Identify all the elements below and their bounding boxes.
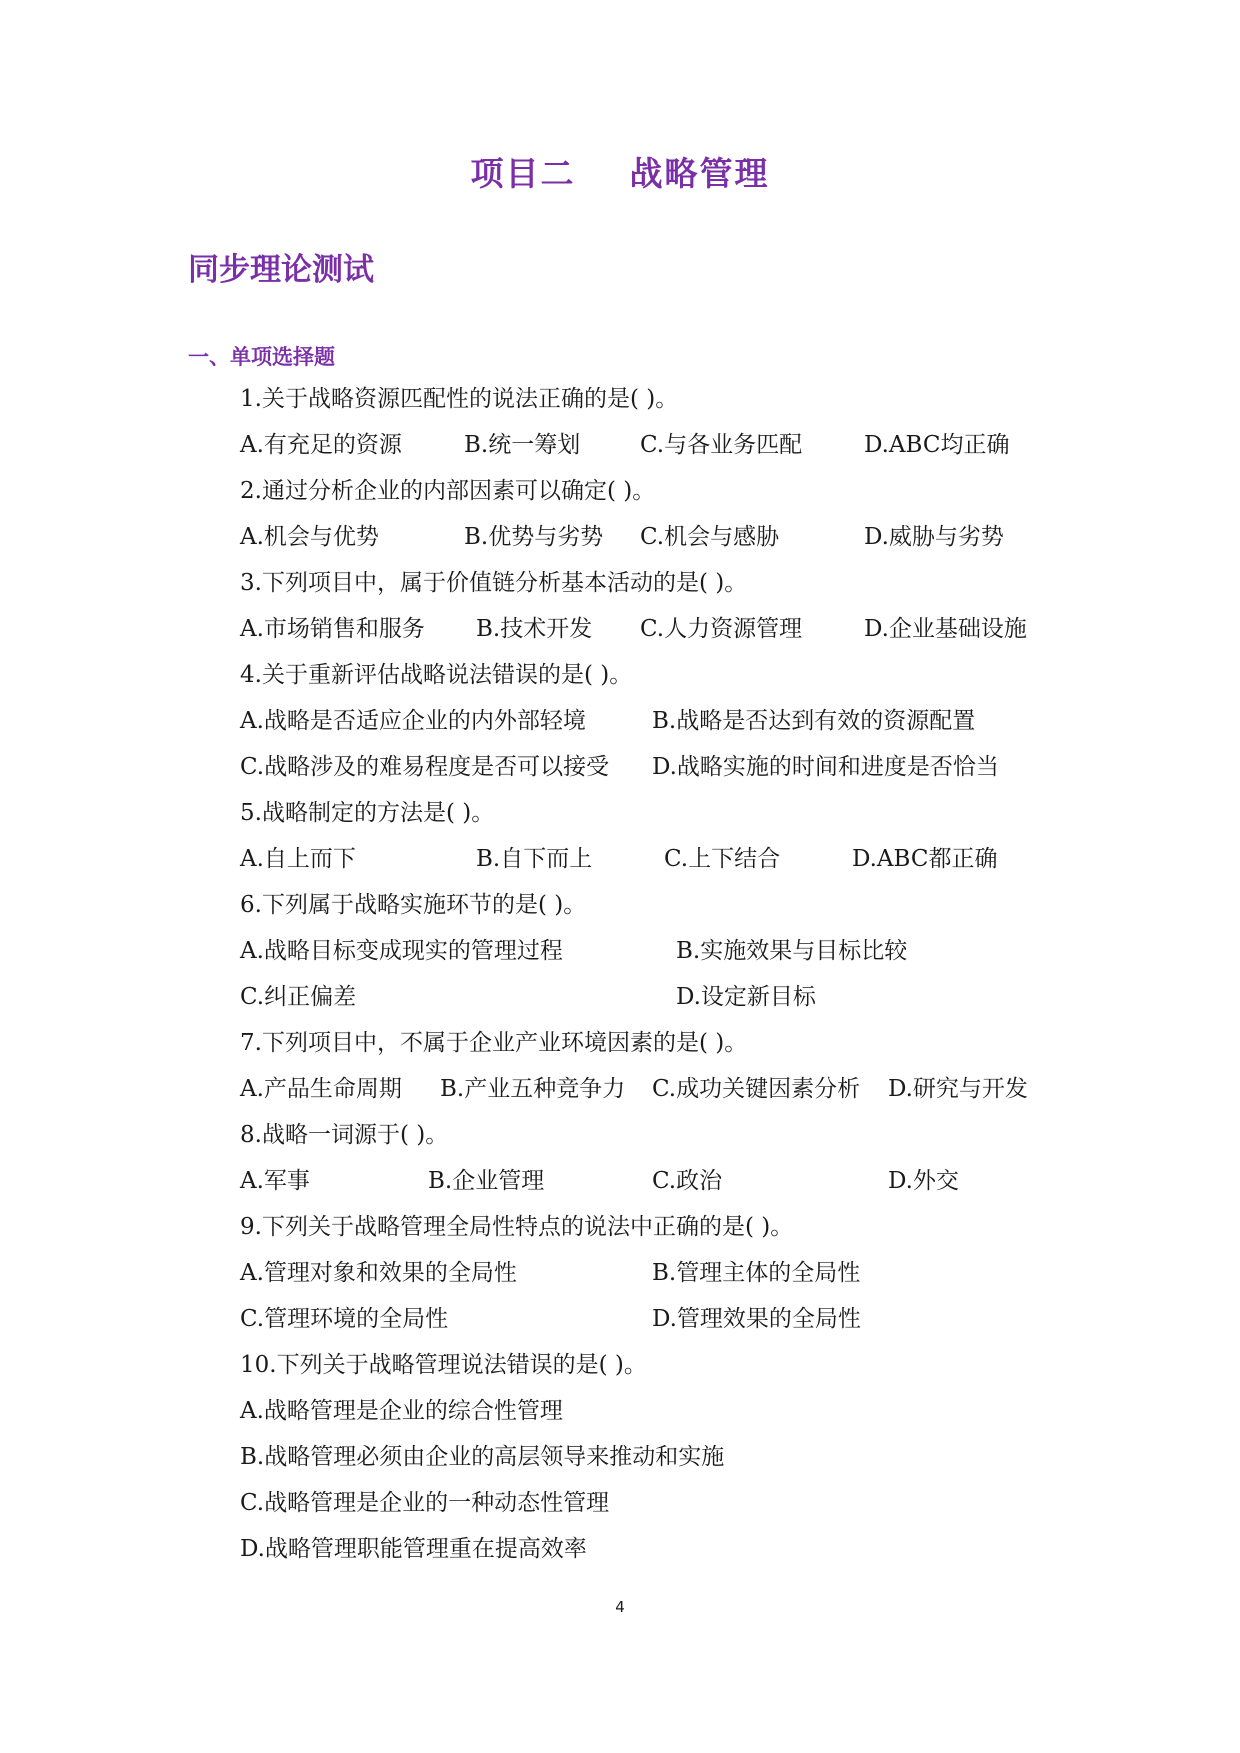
- option-2-c: C.机会与感胁: [640, 524, 780, 550]
- option-1-b: B.统一筹划: [464, 432, 581, 458]
- option-1-d: D.ABC均正确: [864, 432, 1010, 458]
- option-1-a: A.有充足的资源: [240, 432, 402, 458]
- option-2-b: B.优势与劣势: [464, 524, 604, 550]
- option-8-c: C.政治: [652, 1168, 723, 1194]
- option-9-d: D.管理效果的全局性: [652, 1306, 861, 1332]
- option-6-c: C.纠正偏差: [240, 984, 357, 1010]
- option-1-c: C.与各业务匹配: [640, 432, 803, 458]
- option-10-b: B.战略管理必须由企业的高层领导来推动和实施: [240, 1444, 725, 1470]
- option-5-a: A.自上而下: [240, 846, 356, 872]
- question-stem-7: 7.下列项目中，不属于企业产业环境因素的是( )。: [240, 1030, 748, 1056]
- option-8-a: A.军事: [240, 1168, 310, 1194]
- option-7-a: A.产品生命周期: [240, 1076, 402, 1102]
- option-5-c: C.上下结合: [664, 846, 781, 872]
- option-6-d: D.设定新目标: [676, 984, 816, 1010]
- subsection-title: 一、单项选择题: [188, 345, 335, 369]
- option-10-d: D.战略管理职能管理重在提高效率: [240, 1536, 587, 1562]
- option-3-c: C.人力资源管理: [640, 616, 803, 642]
- question-stem-2: 2.通过分析企业的内部因素可以确定( )。: [240, 478, 656, 504]
- question-stem-6: 6.下列属于战略实施环节的是( )。: [240, 892, 587, 918]
- option-9-a: A.管理对象和效果的全局性: [240, 1260, 517, 1286]
- option-6-a: A.战略目标变成现实的管理过程: [240, 938, 563, 964]
- question-stem-4: 4.关于重新评估战略说法错误的是( )。: [240, 662, 633, 688]
- option-8-d: D.外交: [888, 1168, 959, 1194]
- option-4-c: C.战略涉及的难易程度是否可以接受: [240, 754, 610, 780]
- question-stem-8: 8.战略一词源于( )。: [240, 1122, 449, 1148]
- page-number: 4: [615, 1598, 625, 1616]
- option-7-b: B.产业五种竞争力: [440, 1076, 626, 1102]
- option-7-d: D.研究与开发: [888, 1076, 1028, 1102]
- option-10-a: A.战略管理是企业的综合性管理: [240, 1398, 563, 1424]
- option-4-b: B.战略是否达到有效的资源配置: [652, 708, 976, 734]
- question-stem-3: 3.下列项目中，属于价值链分析基本活动的是( )。: [240, 570, 748, 596]
- option-8-b: B.企业管理: [428, 1168, 545, 1194]
- page-title: 项目二 战略管理: [470, 154, 770, 193]
- option-9-c: C.管理环境的全局性: [240, 1306, 449, 1332]
- question-stem-1: 1.关于战略资源匹配性的说法正确的是( )。: [240, 386, 679, 412]
- question-stem-9: 9.下列关于战略管理全局性特点的说法中正确的是( )。: [240, 1214, 794, 1240]
- option-9-b: B.管理主体的全局性: [652, 1260, 861, 1286]
- option-4-d: D.战略实施的时间和进度是否恰当: [652, 754, 999, 780]
- option-2-a: A.机会与优势: [240, 524, 379, 550]
- option-3-b: B.技术开发: [476, 616, 593, 642]
- option-2-d: D.威胁与劣势: [864, 524, 1004, 550]
- option-5-b: B.自下而上: [476, 846, 593, 872]
- option-7-c: C.成功关键因素分析: [652, 1076, 861, 1102]
- question-stem-5: 5.战略制定的方法是( )。: [240, 800, 495, 826]
- option-4-a: A.战略是否适应企业的内外部轻境: [240, 708, 586, 734]
- option-10-c: C.战略管理是企业的一种动态性管理: [240, 1490, 610, 1516]
- section-title: 同步理论测试: [188, 252, 374, 288]
- question-stem-10: 10.下列关于战略管理说法错误的是( )。: [240, 1352, 647, 1378]
- option-3-a: A.市场销售和服务: [240, 616, 425, 642]
- option-5-d: D.ABC都正确: [852, 846, 998, 872]
- option-6-b: B.实施效果与目标比较: [676, 938, 908, 964]
- option-3-d: D.企业基础设施: [864, 616, 1027, 642]
